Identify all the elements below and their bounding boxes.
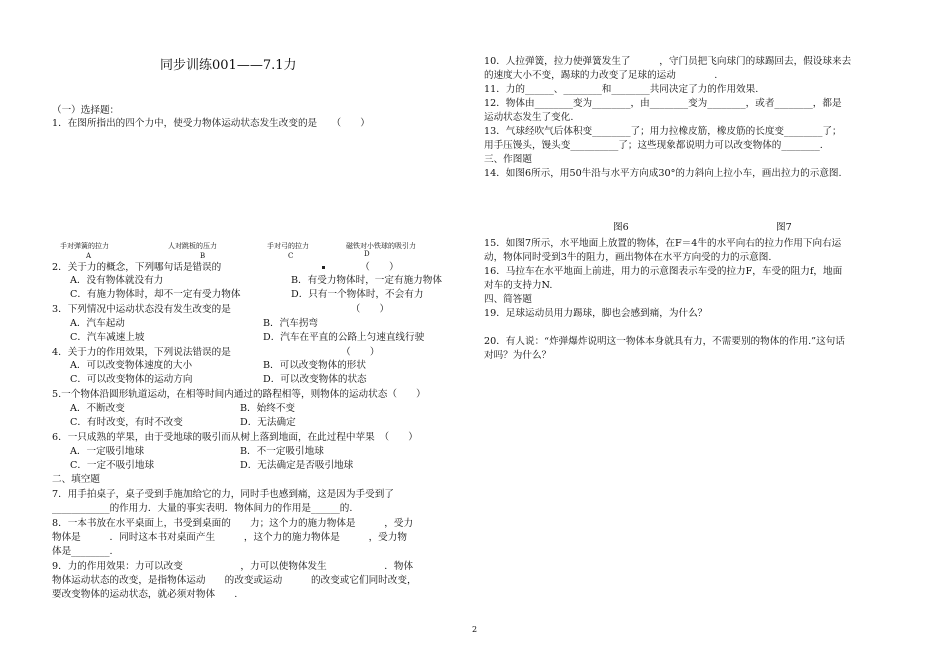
question-8-line2: 物体是 ．同时这本书对桌面产生 ，这个力的施力物体是 ，受力物: [52, 532, 407, 543]
question-14: 14．如图6所示，用50牛沿与水平方向成30°的力斜向上拉小车，画出拉力的示意图.: [484, 168, 842, 179]
question-7-line1: 7．用手拍桌子，桌子受到手施加给它的力，同时手也感到痛，这是因为手受到了: [52, 489, 394, 500]
question-9-line3: 要改变物体的运动状态，就必须对物体 .: [52, 589, 238, 600]
page-number: 2: [472, 625, 478, 634]
question-9-line2: 物体运动状态的改变，是指物体运动 的改变或运动 的改变或它们同时改变，: [52, 575, 417, 586]
question-9-line1: 9．力的作用效果：力可以改变 ，力可以使物体发生 ．物体: [52, 561, 414, 572]
question-13-line2: 用手压馒头，馒头变__________了；这些现象都说明力可以改变物体的________.: [484, 140, 823, 151]
q4-option-a: A．可以改变物体速度的大小: [70, 360, 193, 371]
question-3: 3．下列情况中运动状态没有发生改变的是 （ ）: [52, 304, 390, 315]
question-6: 6．一只成熟的苹果，由于受地球的吸引而从树上落到地面，在此过程中苹果 （ ）: [52, 432, 418, 443]
q5-option-a: A．不断改变: [70, 403, 125, 414]
caption-a: 手对弹簧的拉力: [60, 242, 109, 250]
section-drawing: 三、作图题: [484, 154, 532, 165]
caption-c: 手对弓的拉力: [267, 242, 309, 250]
figure-7-label: 图7: [776, 222, 792, 233]
label-d: D: [364, 250, 370, 258]
question-15-line2: 动，物体同时受到3牛的阻力，画出物体在水平方向受的力的示意图.: [484, 252, 772, 263]
question-4: 4．关于力的作用效果，下列说法错误的是 （ ）: [52, 347, 380, 358]
question-10-line1: 10．人拉弹簧，拉力使弹簧发生了 ，守门员把飞向球门的球踢回去，假设球来去: [484, 56, 852, 67]
question-16-line2: 对车的支持力N.: [484, 280, 553, 291]
section-short-answer: 四、简答题: [484, 294, 532, 305]
question-5: 5.一个物体沿圆形轨道运动，在相等时间内通过的路程相等，则物体的运动状态（ ）: [52, 389, 426, 400]
label-a: A: [86, 252, 92, 260]
question-12-line1: 12．物体由________变为________，由________变为________，或者________，都是: [484, 98, 842, 109]
label-c: C: [288, 252, 294, 260]
label-b: B: [200, 252, 206, 260]
q3-option-c: C．汽车减速上坡: [70, 332, 145, 343]
caption-b: 人对跳板的压力: [168, 242, 217, 250]
q4-option-d: D．可以改变物体的状态: [263, 374, 367, 385]
q3-option-a: A．汽车起动: [70, 318, 125, 329]
q5-option-b: B．始终不变: [240, 403, 296, 414]
page-title: 同步训练001——7.1力: [160, 58, 297, 73]
question-15-line1: 15．如图7所示，水平地面上放置的物体，在F＝4牛的水平向右的拉力作用下向右运: [484, 238, 842, 249]
q2-option-c: C．有施力物体时，却不一定有受力物体: [70, 289, 241, 300]
q3-option-d: D．汽车在平直的公路上匀速直线行驶: [263, 332, 425, 343]
q4-option-b: B．可以改变物体的形状: [263, 360, 366, 371]
question-2: 2．关于力的概念，下列哪句话是错误的 （ ）: [52, 262, 399, 273]
question-20-line1: 20．有人说：“炸弹爆炸说明这一物体本身就具有力，不需要别的物体的作用.”这句话: [484, 336, 845, 347]
q6-option-c: C．一定不吸引地球: [70, 460, 155, 471]
question-12-line2: 运动状态发生了变化.: [484, 112, 574, 123]
question-20-line2: 对吗？为什么？: [484, 350, 552, 361]
question-16-line1: 16．马拉车在水平地面上前进，用力的示意图表示车受的拉力F，车受的阻力f，地面: [484, 266, 843, 277]
question-13-line1: 13．气球经吹气后体积变________了；用力拉橡皮筋，橡皮筋的长度变________了；: [484, 126, 842, 137]
q2-option-d: D．只有一个物体时，不会有力: [291, 289, 424, 300]
q6-option-b: B．不一定吸引地球: [240, 446, 324, 457]
q2-option-a: A．没有物体就没有力: [70, 275, 164, 286]
caption-d: 磁铁对小铁球的吸引力: [346, 242, 416, 250]
q5-option-c: C．有时改变，有时不改变: [70, 417, 183, 428]
question-8-line1: 8．一本书放在水平桌面上，书受到桌面的 力；这个力的施力物体是 ，受力: [52, 518, 414, 529]
q6-option-a: A．一定吸引地球: [70, 446, 145, 457]
section-choice: （一）选择题：: [52, 105, 120, 116]
question-19: 19．足球运动员用力踢球，脚也会感到痛，为什么？: [484, 308, 708, 319]
question-8-line3: 体是________.: [52, 546, 113, 557]
q2-option-b: B．有受力物体时，一定有施力物体: [291, 275, 442, 286]
section-fill: 二、填空题: [52, 474, 100, 485]
q6-option-d: D．无法确定是否吸引地球: [240, 460, 354, 471]
figure-6-label: 图6: [613, 222, 629, 233]
q5-option-d: D．无法确定: [240, 417, 296, 428]
question-11: 11．力的______、________和________共同决定了力的作用效果.: [484, 84, 759, 95]
question-10-line2: 的速度大小不变，踢球的力改变了足球的运动 .: [484, 70, 718, 81]
question-7-line2: ____________的作用力．大量的事实表明．物体间力的作用是______的.: [52, 503, 353, 514]
q4-option-c: C．可以改变物体的运动方向: [70, 374, 193, 385]
question-1: 1．在图所指出的四个力中，使受力物体运动状态发生改变的是 （ ）: [52, 118, 370, 129]
q3-option-b: B．汽车拐弯: [263, 318, 319, 329]
